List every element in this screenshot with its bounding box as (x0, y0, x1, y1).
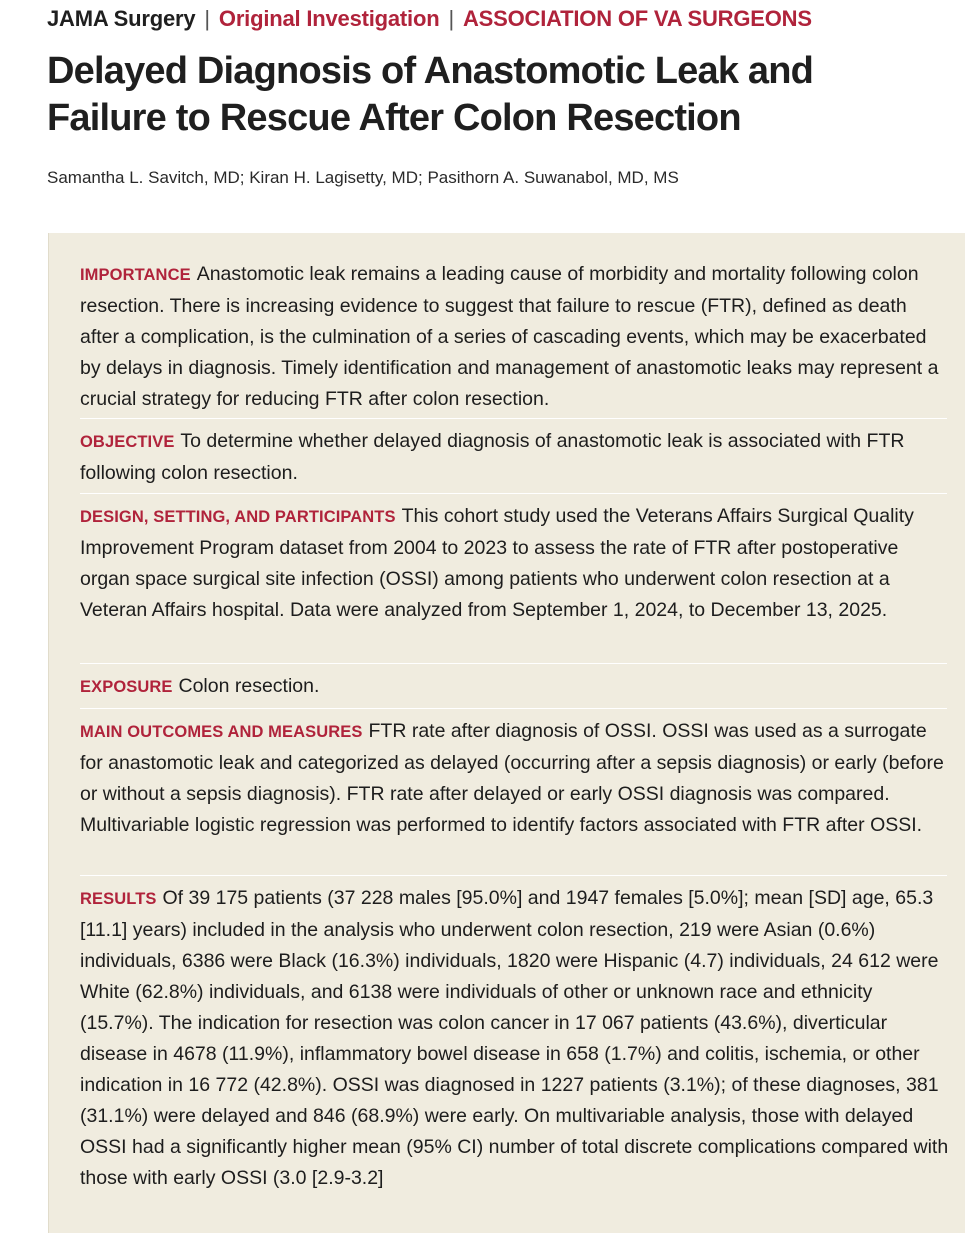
section-divider (80, 493, 947, 494)
section-label: OBJECTIVE (80, 433, 175, 451)
journal-header (47, 4, 812, 34)
section-label: EXPOSURE (80, 678, 173, 696)
objective-section (80, 426, 950, 489)
author-list: Samantha L. Savitch, MD; Kiran H. Lagisetty, MD; Pasithorn A. Suwanabol, MD, MS (47, 168, 679, 187)
header-separator: | (448, 6, 454, 31)
article-type: Original Investigation (218, 6, 440, 31)
header-separator: | (204, 6, 210, 31)
journal-name: JAMA Surgery (47, 6, 196, 31)
importance-section (80, 259, 950, 415)
section-text: Colon resection. (178, 675, 320, 697)
design-section (80, 501, 950, 626)
abstract-box (48, 233, 965, 1233)
section-text: This cohort study used the Veterans Affairs Surgical Quality Improvement Program dataset from 2004 to 2023 to assess the rate of FTR after postoperative organ space surgical site infection (OSSI) among patients who underwent colon resection at a Veteran Affairs hospital. Data were analyzed from September 1, 2024, to December 13, 2025. (80, 505, 914, 621)
section-divider (80, 708, 947, 709)
section-text: Of 39 175 patients (37 228 males [95.0%] and 1947 females [5.0%]; mean [SD] age, 65.3 [11.1] years) included in the analysis who underwent colon resection, 219 were Asian (0.6%) individuals, 6386 were Black (16.3%) individuals, 1820 were Hispanic (4.7) individuals, 24 612 were White (62.8%) individuals, and 6138 were individuals of other or unknown race and ethnicity (15.7%). The indication for resection was colon cancer in 17 067 patients (43.6%), diverticular disease in 4678 (11.9%), inflammatory bowel disease in 658 (1.7%) and colitis, ischemia, or other indication in 16 772 (42.8%). OSSI was diagnosed in 1227 patients (3.1%); of these diagnoses, 381 (31.1%) were delayed and 846 (68.9%) were early. On multivariable analysis, those with delayed OSSI had a significantly higher mean (95% CI) number of total discrete complications compared with those with early OSSI (3.0 [2.9-3.2] (80, 887, 949, 1189)
section-divider (80, 663, 947, 664)
section-divider (80, 875, 947, 876)
exposure-section (80, 671, 950, 703)
section-text: To determine whether delayed diagnosis of anastomotic leak is associated with FTR following colon resection. (80, 430, 905, 484)
section-label: DESIGN, SETTING, AND PARTICIPANTS (80, 508, 396, 526)
outcomes-section (80, 716, 950, 841)
section-label: MAIN OUTCOMES AND MEASURES (80, 723, 363, 741)
section-text: FTR rate after diagnosis of OSSI. OSSI was used as a surrogate for anastomotic leak and categorized as delayed (occurring after a sepsis diagnosis) or early (before or without a sepsis diagnosis). FTR rate after delayed or early OSSI diagnosis was compared. Multivariable logistic regression was performed to identify factors associated with FTR after OSSI. (80, 720, 944, 836)
article-title: Delayed Diagnosis of Anastomotic Leak and Failure to Rescue After Colon Resection (47, 50, 814, 139)
section-label: RESULTS (80, 890, 157, 908)
results-section (80, 883, 950, 1194)
association-name: ASSOCIATION OF VA SURGEONS (462, 6, 812, 31)
section-label: IMPORTANCE (80, 266, 191, 284)
section-divider (80, 418, 947, 419)
section-text: Anastomotic leak remains a leading cause of morbidity and mortality following colon resection. There is increasing evidence to suggest that failure to rescue (FTR), defined as death after a complication, is the culmination of a series of cascading events, which may be exacerbated by delays in diagnosis. Timely identification and management of anastomotic leaks may represent a crucial strategy for reducing FTR after colon resection. (80, 263, 939, 410)
